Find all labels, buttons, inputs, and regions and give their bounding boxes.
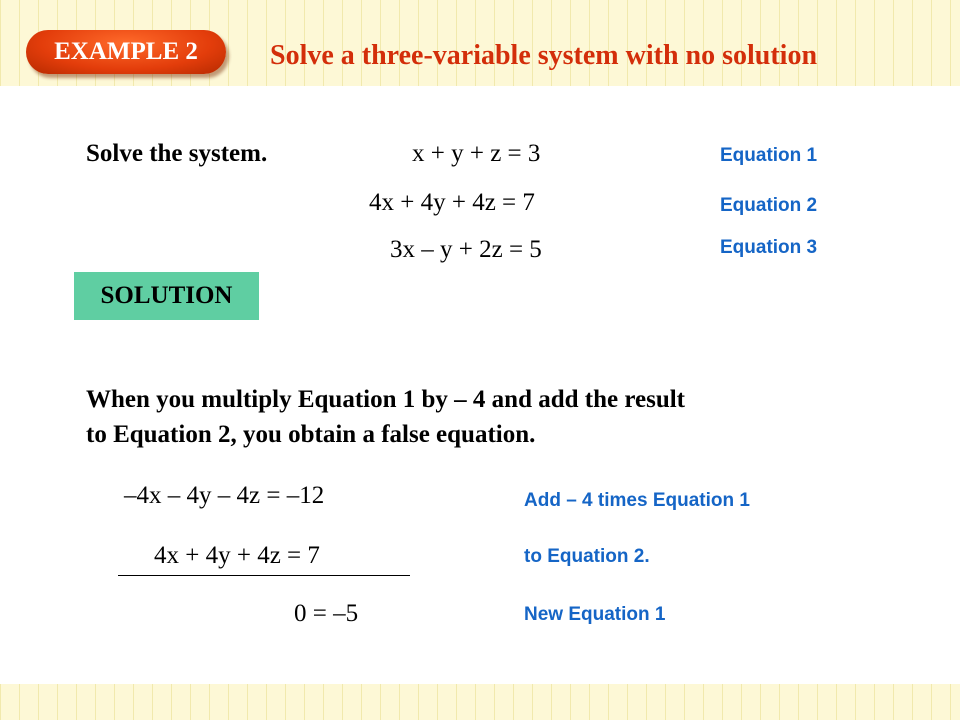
step-2-equation: 4x + 4y + 4z = 7 [154, 542, 320, 569]
equation-3-label: Equation 3 [720, 237, 818, 258]
system-prompt: Solve the system. [86, 140, 268, 167]
solution-heading: SOLUTION [100, 282, 233, 309]
equation-3-text: 3x – y + 2z = 5 [390, 236, 542, 263]
solution-paragraph-line-2: to Equation 2, you obtain a false equation. [86, 421, 536, 448]
bottom-decorative-band [0, 684, 960, 720]
step-3-result: 0 = –5 [294, 600, 359, 627]
sum-rule-line [118, 575, 410, 576]
equation-2-label: Equation 2 [720, 195, 818, 216]
step-3-note: New Equation 1 [524, 604, 666, 625]
step-1-equation: –4x – 4y – 4z = –12 [124, 482, 325, 509]
equation-1-label: Equation 1 [720, 145, 818, 166]
slide-title: Solve a three-variable system with no solution [270, 40, 818, 71]
equation-2-text: 4x + 4y + 4z = 7 [369, 189, 535, 216]
equation-1-text: x + y + z = 3 [412, 140, 541, 167]
solution-paragraph [86, 382, 886, 452]
step-2-note: to Equation 2. [524, 546, 650, 567]
step-1-note: Add – 4 times Equation 1 [524, 490, 750, 511]
solution-paragraph-line-1: When you multiply Equation 1 by – 4 and add the result [86, 386, 685, 413]
example-badge-label: EXAMPLE 2 [54, 38, 198, 65]
